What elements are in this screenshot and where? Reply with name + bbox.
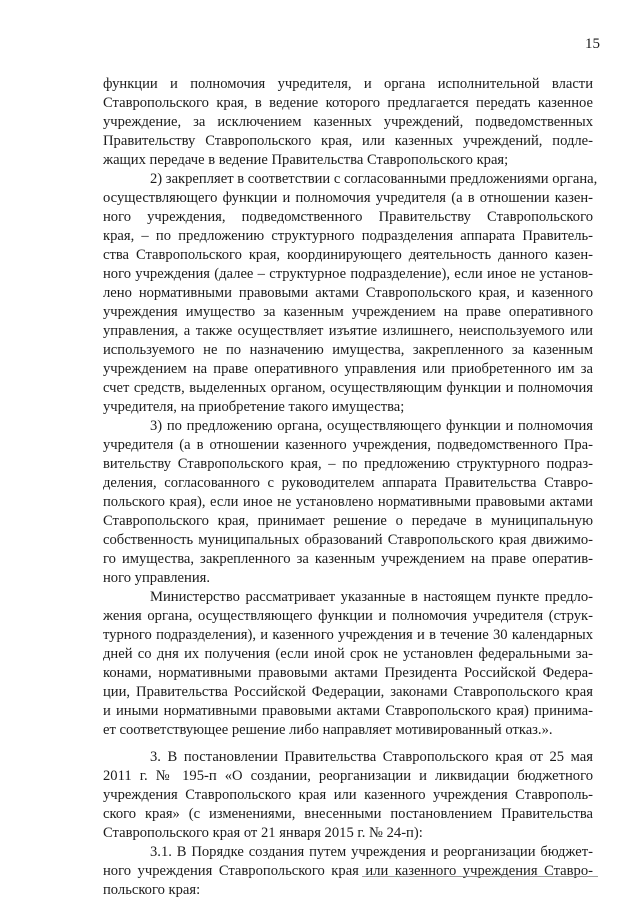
text-line: функции и полномочия учредителя, и органа исполнительной власти [103, 76, 593, 92]
text-line: Ставропольского края, в ведение которого предлагается передать казенное [103, 95, 593, 111]
text-line: учреждения имущество за казенным учреждением на праве оперативного [103, 304, 593, 320]
text-line: учреждением на праве оперативного управления или приобретенного им за [103, 361, 593, 377]
text-line: осуществляющего функции и полномочия учредителя (а в отношении казен- [103, 190, 593, 206]
text-line: деления, согласованного с руководителем аппарата Правительства Ставро- [103, 475, 593, 491]
text-line: 3.1. В Порядке создания путем учреждения и реорганизации бюджет- [150, 844, 593, 860]
text-line: лено нормативными правовыми актами Ставропольского края, и казенного [103, 285, 593, 301]
footer-rule [362, 876, 598, 877]
text-line: учреждения Ставропольского края или казенного учреждения Ставрополь- [103, 787, 593, 803]
text-line: и иными нормативными правовыми актами Ставропольского края) принима- [103, 703, 593, 719]
text-line: учреждение, за исключением казенных учреждений, подведомственных [103, 114, 593, 130]
text-line: управления, а также осуществляет изъятие излишнего, неиспользуемого или [103, 323, 593, 339]
text-line: ного учреждения Ставропольского края или казенного учреждения Ставро- [103, 863, 593, 879]
text-line: Правительству Ставропольского края, или казенных учреждений, подле- [103, 133, 593, 149]
text-line: ного учреждения (далее – структурное подразделение), если иное не установ- [103, 266, 593, 282]
text-line: Ставропольского края, принимает решение о передаче в муниципальную [103, 513, 593, 529]
text-line: ет соответствующее решение либо направляет мотивированный отказ.». [103, 722, 553, 738]
text-line: собственность муниципальных образований Ставропольского края движимо- [103, 532, 593, 548]
text-line: счет средств, выделенных органом, осуществляющим функции и полномочия [103, 380, 593, 396]
text-line: 2) закрепляет в соответствии с согласованными предложениями органа, [150, 171, 598, 187]
text-line: учредителя (а в отношении казенного учреждения, подведомственного Пра- [103, 437, 593, 453]
text-line: ции, Правительства Российской Федерации, законами Ставропольского края [103, 684, 593, 700]
text-line: ного управления. [103, 570, 210, 586]
text-line: ства Ставропольского края, координирующего деятельность данного казен- [103, 247, 593, 263]
text-line: жащих передаче в ведение Правительства Ставропольского края; [103, 152, 509, 168]
text-line: ского края» (с изменениями, внесенными постановлением Правительства [103, 806, 593, 822]
text-line: края, – по предложению структурного подразделения аппарата Правитель- [103, 228, 593, 244]
text-line: турного подразделения), и казенного учреждения и в течение 30 календарных [103, 627, 593, 643]
page-number: 15 [585, 36, 600, 52]
text-line: жения органа, осуществляющего функции и полномочия учредителя (струк- [103, 608, 593, 624]
text-line: конами, нормативными правовыми актами Президента Российской Федера- [103, 665, 593, 681]
text-line: го имущества, закрепленного за казенным учреждением на праве оператив- [103, 551, 593, 567]
text-line: Ставропольского края от 21 января 2015 г. № 24-п): [103, 825, 423, 841]
text-line: Министерство рассматривает указанные в настоящем пункте предло- [150, 589, 593, 605]
text-line: ного учреждения, подведомственного Правительству Ставропольского [103, 209, 593, 225]
text-line: польского края), если иное не установлено нормативными правовыми актами [103, 494, 593, 510]
text-line: 2011 г. № 195-п «О создании, реорганизации и ликвидации бюджетного [103, 768, 593, 784]
text-line: вительству Ставропольского края, – по предложению структурного подраз- [103, 456, 593, 472]
text-line: 3) по предложению органа, осуществляющего функции и полномочия [150, 418, 593, 434]
text-line: дней со дня их получения (если иной срок не установлен федеральными за- [103, 646, 593, 662]
text-line: польского края: [103, 882, 201, 898]
text-line: используемого не по назначению имущества, закрепленного за казенным [103, 342, 593, 358]
text-line: 3. В постановлении Правительства Ставропольского края от 25 мая [150, 749, 593, 765]
text-line: учредителя, на приобретение такого имущества; [103, 399, 405, 415]
